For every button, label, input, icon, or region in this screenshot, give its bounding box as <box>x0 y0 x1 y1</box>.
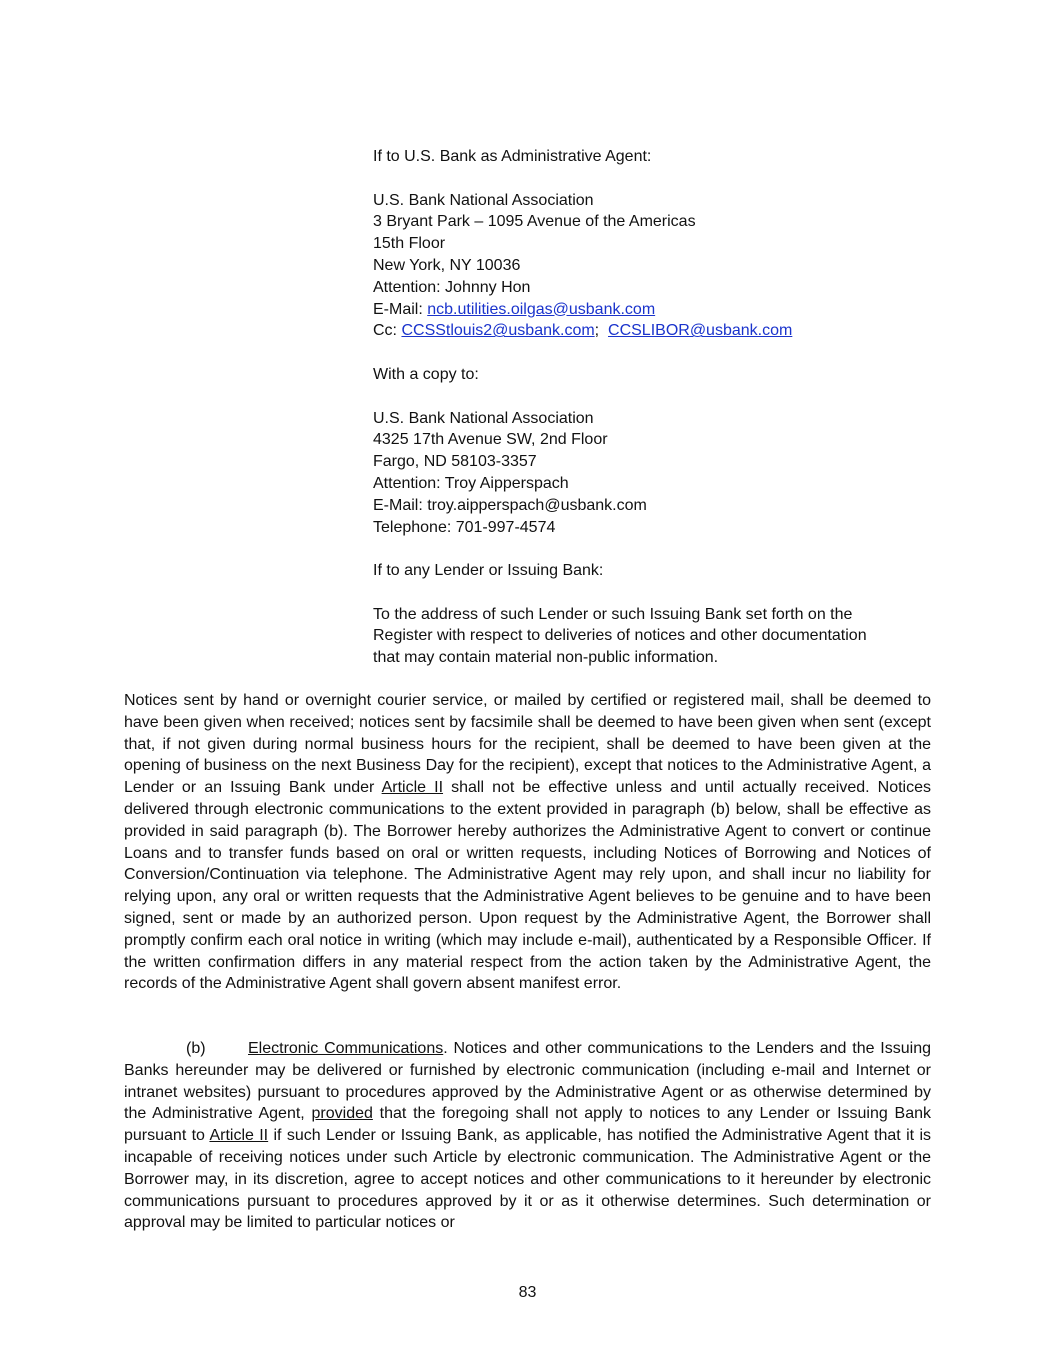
admin-agent-address1: 3 Bryant Park – 1095 Avenue of the Americas <box>373 213 696 231</box>
copy-to-heading: With a copy to: <box>373 366 479 383</box>
copy-to-city: Fargo, ND 58103-3357 <box>373 453 537 471</box>
lender-heading: If to any Lender or Issuing Bank: <box>373 562 604 579</box>
cc-email-link-2[interactable]: CCSLIBOR@usbank.com <box>608 322 793 340</box>
admin-agent-city: New York, NY 10036 <box>373 256 521 274</box>
admin-agent-email-line <box>373 299 933 321</box>
copy-to-attention: Attention: Troy Aipperspach <box>373 474 569 492</box>
email-label: E-Mail: <box>373 300 428 318</box>
notices-text-1: Notices sent by hand or overnight courier service, or mailed by certified or registered mail, shall be deemed to have been given when received; notices sent by facsimile shall be deemed to have been given when sent (except that, if not given during normal business hours for the recipient, shall be deemed to have been given at the opening of business on the next Business Day for the recipient), except that notices to the Administrative Agent, a Lender or an Issuing Bank under <box>124 692 931 797</box>
cc-label: Cc: <box>373 322 402 340</box>
cc-separator: ; <box>594 322 609 340</box>
copy-to-name: U.S. Bank National Association <box>373 409 594 427</box>
admin-agent-block <box>373 146 933 342</box>
admin-agent-email-link[interactable]: ncb.utilities.oilgas@usbank.com <box>427 300 656 318</box>
admin-agent-cc-line <box>373 320 933 342</box>
copy-to-block <box>373 364 933 538</box>
section-b-paragraph <box>124 1038 931 1234</box>
admin-agent-address2: 15th Floor <box>373 235 446 253</box>
section-b-text-2: that the foregoing shall not apply to notices to any Lender or Issuing Bank pursuant to <box>124 1105 932 1145</box>
copy-to-email: E-Mail: troy.aipperspach@usbank.com <box>373 496 647 514</box>
lender-line-1: To the address of such Lender or such Issuing Bank set forth on the <box>373 605 853 623</box>
section-b-label: (b) <box>186 1040 206 1057</box>
section-b-title: Electronic Communications <box>248 1040 444 1057</box>
section-b-text-3: if such Lender or Issuing Bank, as applicable, has notified the Administrative Agent that it is incapable of receiving notices under such Article by electronic communication. The Administrative Agent or the Borrower may, in its discretion, agree to accept notices and other communications to it hereunder by electronic communications pursuant to procedures approved by it or as it otherwise determines. Such determination or approval may be limited to particular notices or <box>124 1127 932 1232</box>
lender-block <box>373 560 933 669</box>
admin-agent-heading: If to U.S. Bank as Administrative Agent: <box>373 148 652 165</box>
section-b-text-1: . Notices and other communications to the Lenders and the Issuing Banks hereunder may be delivered or furnished by electronic communication (including e-mail and Internet or intranet websites) pursuant to procedures approved by the Administrative Agent or as otherwise determined by the Administrative Agent, <box>124 1040 931 1123</box>
cc-email-link-1[interactable]: CCSStlouis2@usbank.com <box>401 322 595 340</box>
lender-line-2: Register with respect to deliveries of notices and other documentation <box>373 627 867 645</box>
admin-agent-attention: Attention: Johnny Hon <box>373 278 531 296</box>
copy-to-telephone: Telephone: 701-997-4574 <box>373 518 556 536</box>
section-b-article-ii-link[interactable]: Article II <box>209 1127 269 1145</box>
lender-line-3: that may contain material non-public information. <box>373 649 719 667</box>
notices-text-2: shall not be effective unless and until actually received. Notices delivered through electronic communications to the extent provided in paragraph (b) below, shall be effective as provided in said paragraph (b). The Borrower hereby authorizes the Administrative Agent to convert or continue Loans and to transfer funds based on oral or written requests, including Notices of Borrowing and Notices of Conversion/Continuation via telephone. The Administrative Agent may rely upon, and shall incur no liability for relying upon, any oral or written requests that the Administrative Agent believes to be genuine and to have been signed, sent or made by an authorized person. Upon request by the Administrative Agent, the Borrower shall promptly confirm each oral notice in writing (which may include e-mail), authenticated by a Responsible Officer. If the written confirmation differs in any material respect from the action taken by the Administrative Agent, the records of the Administrative Agent shall govern absent manifest error. <box>124 779 931 993</box>
page-number: 83 <box>518 1284 537 1301</box>
copy-to-address1: 4325 17th Avenue SW, 2nd Floor <box>373 431 608 449</box>
article-ii-link[interactable]: Article II <box>381 779 444 797</box>
provided-term: provided <box>311 1105 373 1123</box>
notices-paragraph <box>124 690 931 995</box>
admin-agent-name: U.S. Bank National Association <box>373 191 594 209</box>
